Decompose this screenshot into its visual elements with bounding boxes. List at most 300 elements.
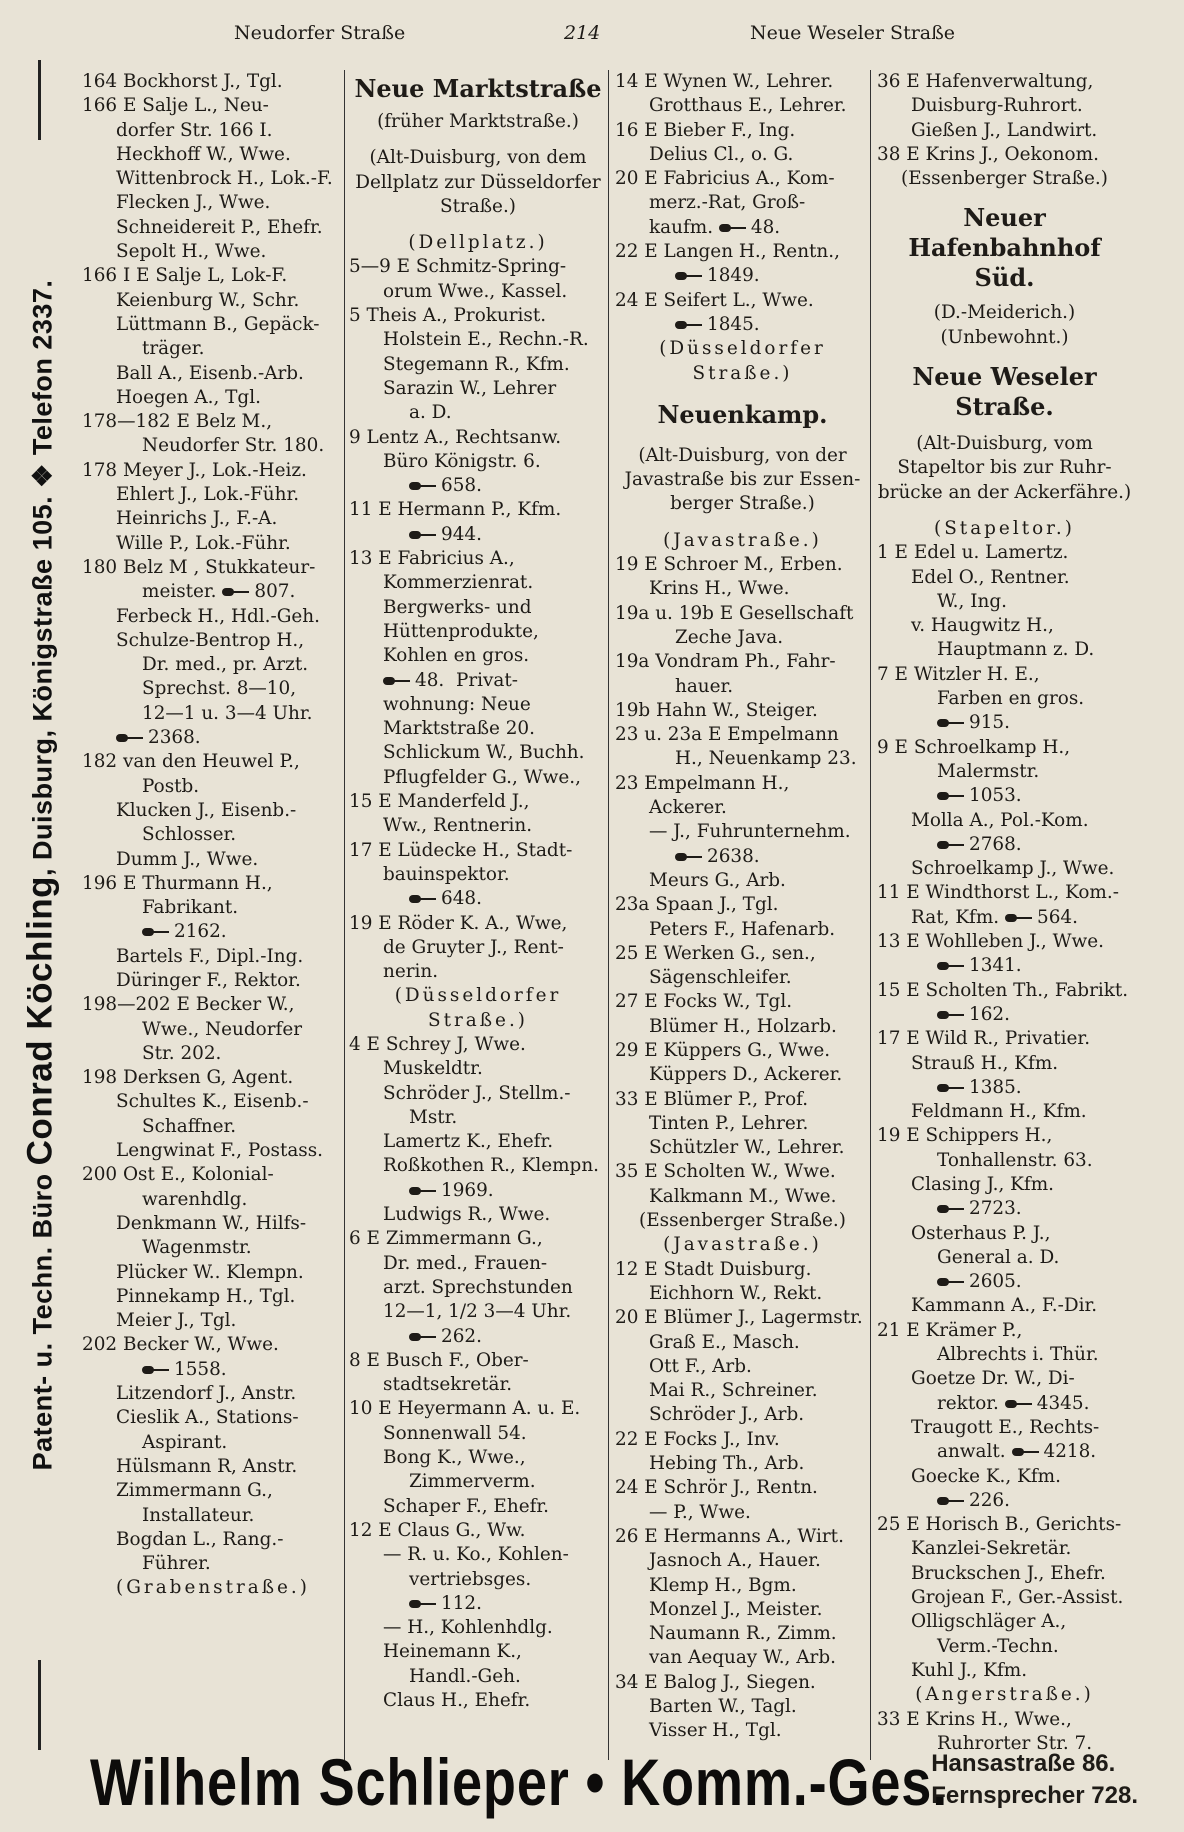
phone-number: 4218. xyxy=(1043,1441,1097,1463)
entry: 200 Ost E., Kolonial- xyxy=(82,1164,274,1186)
entry: Traugott E., Rechts- xyxy=(911,1416,1100,1438)
entry: 180 Belz M , Stukkateur- xyxy=(82,556,316,578)
entry: Duisburg-Ruhrort. xyxy=(911,95,1083,117)
section-note: (D.-Meiderich.) xyxy=(933,302,1076,324)
phone-number: 162. xyxy=(969,1003,1010,1025)
side-ad-prefix: Patent- u. Techn. Büro xyxy=(27,1165,58,1471)
entry: Sonnenwall 54. xyxy=(383,1422,527,1444)
entry: Sprechst. 8—10, xyxy=(142,678,297,700)
phone-key-icon xyxy=(409,531,437,539)
entry: Schützler W., Lehrer. xyxy=(649,1137,845,1159)
entry: Bong K., Wwe., xyxy=(383,1447,526,1469)
entry: Plücker W.. Klempn. xyxy=(116,1261,304,1283)
entry: Ott F., Arb. xyxy=(649,1355,752,1377)
entry: Edel O., Rentner. xyxy=(911,566,1070,588)
phone-number: 112. xyxy=(441,1592,482,1614)
phone-key-icon xyxy=(1005,914,1033,922)
entry: 23 u. 23a E Empelmann xyxy=(615,724,839,746)
entry: — P., Wwe. xyxy=(649,1501,751,1523)
entry: Graß E., Masch. xyxy=(649,1331,800,1353)
entry xyxy=(349,1592,607,1616)
phone-number: 262. xyxy=(441,1325,482,1347)
entry: Ferbeck H., Hdl.-Geh. xyxy=(116,605,320,627)
entry: Ww., Rentnerin. xyxy=(383,815,533,837)
entry: Lüttmann B., Gepäck- xyxy=(116,313,320,335)
phone-number: 807. xyxy=(254,581,296,603)
entry: Kalkmann M., Wwe. xyxy=(649,1185,837,1207)
section-subheading: Straße.) xyxy=(692,362,793,384)
entry: hauer. xyxy=(675,675,734,697)
entry: Kammann A., F.-Dir. xyxy=(911,1295,1098,1317)
column-1 xyxy=(80,70,344,1760)
phone-number: 1341. xyxy=(969,955,1022,977)
phone-number: 915. xyxy=(969,712,1010,734)
entry: Wagenmstr. xyxy=(142,1237,252,1259)
entry: 4 E Schrey J, Wwe. xyxy=(349,1033,526,1055)
entry: 33 E Krins H., Wwe., xyxy=(877,1708,1072,1730)
entry xyxy=(349,523,607,547)
phone-key-icon xyxy=(409,1187,437,1195)
phone-number: 2162. xyxy=(174,921,227,943)
entry: Flecken J., Wwe. xyxy=(116,192,271,214)
column-4 xyxy=(870,70,1132,1760)
entry: bauinspektor. xyxy=(383,863,510,885)
entry xyxy=(349,1179,607,1203)
entry: Pinnekamp H., Tgl. xyxy=(116,1285,296,1307)
entry: 12 E Claus G., Ww. xyxy=(349,1519,526,1541)
entry: Hebing Th., Arb. xyxy=(649,1453,805,1475)
entry: 19 E Schroer M., Erben. xyxy=(615,554,843,576)
entry: 17 E Wild R., Privatier. xyxy=(877,1028,1091,1050)
entry: Installateur. xyxy=(142,1504,255,1526)
entry: 35 E Scholten W., Wwe. xyxy=(615,1161,836,1183)
entry: 164 Bockhorst J., Tgl. xyxy=(82,71,283,92)
entry: Jasnoch A., Hauer. xyxy=(649,1550,821,1572)
phone-number: 564. xyxy=(1037,906,1078,928)
section-note: Straße.) xyxy=(440,195,516,217)
entry: 1 E Edel u. Lamertz. xyxy=(877,542,1069,564)
entry: 15 E Manderfeld J., xyxy=(349,791,530,813)
entry: 178—182 E Belz M., xyxy=(82,411,273,433)
entry: 13 E Fabricius A., xyxy=(349,548,515,570)
phone-key-icon xyxy=(409,895,437,903)
entry: 23 Empelmann H., Ackerer. xyxy=(615,772,790,819)
entry: Tonhallenstr. 63. xyxy=(937,1149,1093,1171)
entry: Tinten P., Lehrer. xyxy=(649,1112,809,1134)
entry: Ball A., Eisenb.-Arb. xyxy=(116,362,304,384)
entry: vertriebsges. xyxy=(409,1568,532,1590)
entry xyxy=(349,669,607,693)
phone-key-icon xyxy=(1012,1448,1040,1456)
entry: Mai R., Schreiner. xyxy=(649,1380,818,1402)
phone-key-icon xyxy=(675,321,703,329)
entry xyxy=(349,474,607,498)
entry: Postb. xyxy=(142,775,200,797)
phone-key-icon xyxy=(142,928,170,936)
phone-key-icon xyxy=(937,1011,965,1019)
section-note: (Unbewohnt.) xyxy=(940,326,1069,348)
entry: Ehlert J., Lok.-Führ. xyxy=(116,484,300,506)
entry: 12 E Stadt Duisburg. xyxy=(615,1258,812,1280)
entry: de Gruyter J., Rent- xyxy=(383,936,564,958)
entry: Küppers D., Ackerer. xyxy=(649,1064,843,1086)
entry: Zeche Java. xyxy=(675,626,784,648)
entry: Schaffner. xyxy=(142,1115,237,1137)
section-subheading: (Stapeltor.) xyxy=(934,517,1075,539)
entry: Heinemann K., xyxy=(383,1641,522,1663)
entry: Kommerzienrat. xyxy=(383,572,534,594)
entry: — R. u. Ko., Kohlen- xyxy=(383,1544,569,1566)
section-note: (Alt-Duisburg, von der xyxy=(638,444,847,466)
entry: Schlickum W., Buchh. xyxy=(383,742,585,764)
phone-key-icon xyxy=(116,734,144,742)
entry: Molla A., Pol.-Kom. xyxy=(911,809,1089,831)
entry: Heinrichs J., F.-A. xyxy=(116,508,278,530)
entry: Goecke K., Kfm. xyxy=(911,1465,1061,1487)
entry: Meier J., Tgl. xyxy=(116,1310,237,1332)
entry: 36 E Hafenverwaltung, xyxy=(877,71,1094,92)
phone-key-icon xyxy=(409,1600,437,1608)
phone-key-icon xyxy=(719,224,747,232)
entry xyxy=(615,313,870,337)
entry: Kuhl J., Kfm. xyxy=(911,1659,1028,1681)
entry: 27 E Focks W., Tgl. xyxy=(615,991,793,1013)
entry: 5 Theis A., Prokurist. xyxy=(349,305,547,327)
page-header xyxy=(234,22,964,52)
entry: Ludwigs R., Wwe. xyxy=(383,1204,551,1226)
section-subheading: Straße.) xyxy=(428,1009,528,1031)
entry: 22 E Langen H., Rentn., xyxy=(615,241,840,263)
entry xyxy=(877,1392,1132,1416)
entry: 5—9 E Schmitz-Spring- xyxy=(349,256,567,278)
entry: Holstein E., Rechn.-R. xyxy=(383,329,589,351)
entry: W., Ing. xyxy=(937,590,1007,612)
entry: Zimmermann G., xyxy=(116,1480,273,1502)
entry: 25 E Horisch B., Gerichts- xyxy=(877,1514,1122,1536)
section-subheading: (Düsseldorfer xyxy=(394,985,562,1007)
street-heading: Neuenkamp. xyxy=(657,399,828,429)
footer-street: Hansastraße 86. xyxy=(931,1750,1116,1777)
entry: 19a u. 19b E Gesellschaft xyxy=(615,602,854,624)
entry: Feldmann H., Kfm. xyxy=(911,1101,1087,1123)
section-subheading: (Essenberger Straße.) xyxy=(901,168,1108,190)
entry: 11 E Hermann P., Kfm. xyxy=(349,499,562,521)
side-ad-rest: , Duisburg, Königstraße 105. ❖ Telefon 2337. xyxy=(27,279,58,876)
entry: 23a Spaan J., Tgl. xyxy=(615,894,779,916)
entry: Marktstraße 20. xyxy=(383,718,535,740)
entry: Olligschläger A., xyxy=(911,1611,1067,1633)
entry: 13 E Wohlleben J., Wwe. xyxy=(877,931,1104,953)
entry: Mstr. xyxy=(409,1106,458,1128)
entry: Claus H., Ehefr. xyxy=(383,1690,531,1711)
phone-number: 1053. xyxy=(969,785,1022,807)
entry: 26 E Hermanns A., Wirt. xyxy=(615,1525,844,1547)
phone-number: 1845. xyxy=(707,313,760,335)
entry: 7 E Witzler H. E., xyxy=(877,663,1040,685)
phone-key-icon xyxy=(383,677,411,685)
entry: Bogdan L., Rang.- xyxy=(116,1528,284,1550)
phone-key-icon xyxy=(409,1333,437,1341)
page-number: 214 xyxy=(564,22,601,44)
entry: 20 E Fabricius A., Kom- xyxy=(615,168,835,190)
entry: 20 E Blümer J., Lagermstr. xyxy=(615,1307,863,1329)
entry: orum Wwe., Kassel. xyxy=(383,280,568,302)
column-3 xyxy=(608,70,870,1760)
phone-number: 2768. xyxy=(969,833,1022,855)
entry: Muskeldtr. xyxy=(383,1058,483,1080)
entry: Ruhrorter Str. 7. xyxy=(937,1732,1093,1754)
phone-key-icon xyxy=(937,962,965,970)
entry: 12—1, 1/2 3—4 Uhr. xyxy=(383,1301,572,1323)
entry xyxy=(82,726,344,750)
entry: 14 E Wynen W., Lehrer. xyxy=(615,71,834,92)
entry xyxy=(877,954,1132,978)
entry: Farben en gros. xyxy=(937,688,1085,710)
entry: Verm.-Techn. xyxy=(937,1635,1059,1657)
entry: Bruckschen J., Ehefr. xyxy=(911,1562,1106,1584)
entry: Osterhaus P. J., xyxy=(911,1222,1051,1244)
section-subheading: (Düsseldorfer xyxy=(659,338,826,360)
entry-text: Privat- xyxy=(455,669,518,691)
phone-key-icon xyxy=(937,1497,965,1505)
entry: 178 Meyer J., Lok.-Heiz. xyxy=(82,459,307,481)
entry: Strauß H., Kfm. xyxy=(911,1052,1059,1074)
entry: General a. D. xyxy=(937,1246,1060,1268)
entry: 38 E Krins J., Oekonom. xyxy=(877,143,1099,165)
entry: Neudorfer Str. 180. xyxy=(142,435,325,457)
section-subheading: (Javastraße.) xyxy=(663,1234,822,1256)
entry xyxy=(877,1003,1132,1027)
entry: Eichhorn W., Rekt. xyxy=(649,1282,823,1304)
entry: Schlosser. xyxy=(142,824,237,846)
entry: v. Haugwitz H., xyxy=(911,615,1054,637)
entry: Malermstr. xyxy=(937,760,1040,782)
entry: Schneidereit P., Ehefr. xyxy=(116,216,323,238)
entry xyxy=(877,1489,1132,1513)
entry xyxy=(877,784,1132,808)
entry: Barten W., Tagl. xyxy=(649,1696,797,1717)
entry: Heckhoff W., Wwe. xyxy=(116,143,291,165)
entry: 33 E Blümer P., Prof. xyxy=(615,1088,809,1110)
entry: Schulze-Bentrop H., xyxy=(116,629,305,651)
entry: Schultes K., Eisenb.- xyxy=(116,1091,309,1113)
entry xyxy=(82,1358,344,1382)
footer-advertisement xyxy=(90,1742,1150,1822)
entry: 196 E Thurmann H., xyxy=(82,872,273,894)
entry: 34 E Balog J., Siegen. xyxy=(615,1671,816,1693)
phone-number: 2368. xyxy=(148,727,201,749)
entry: wohnung: Neue xyxy=(383,693,531,715)
entry: Schröder J., Arb. xyxy=(649,1404,805,1426)
entry: Meurs G., Arb. xyxy=(649,869,786,891)
street-heading: Süd. xyxy=(974,263,1035,293)
entry: Grotthaus E., Lehrer. xyxy=(649,95,847,117)
section-note: brücke an der Ackerfähre.) xyxy=(877,481,1132,503)
entry: 25 E Werken G., sen., xyxy=(615,942,816,964)
entry: 198 Derksen G, Agent. xyxy=(82,1067,294,1089)
entry: 11 E Windthorst L., Kom.- xyxy=(877,882,1119,904)
entry xyxy=(615,845,870,869)
phone-key-icon xyxy=(1005,1400,1033,1408)
section-subheading: (Dellplatz.) xyxy=(408,232,548,254)
entry: Kohlen en gros. xyxy=(383,645,530,667)
entry: 15 E Scholten Th., Fabrikt. xyxy=(877,979,1129,1001)
street-heading: Neuer Hafenbahnhof xyxy=(908,203,1101,263)
phone-key-icon xyxy=(142,1366,170,1374)
phone-number: 1385. xyxy=(969,1076,1022,1098)
entry: Lamertz K., Ehefr. xyxy=(383,1131,554,1153)
entry xyxy=(877,1440,1132,1464)
entry: 22 E Focks J., Inv. xyxy=(615,1428,780,1450)
entry: Grojean F., Ger.-Assist. xyxy=(911,1587,1124,1609)
footer-phone: Fernsprecher 728. xyxy=(931,1782,1138,1809)
entry: Sägenschleifer. xyxy=(649,967,792,989)
entry xyxy=(877,1076,1132,1100)
phone-number: 944. xyxy=(441,523,482,545)
phone-number: 2723. xyxy=(969,1198,1022,1220)
entry: Naumann R., Zimm. xyxy=(649,1623,837,1645)
entry: Gießen J., Landwirt. xyxy=(911,119,1098,141)
entry: Hauptmann z. D. xyxy=(937,639,1095,661)
entry: Dr. med., Frauen- xyxy=(383,1252,548,1274)
entry: Dr. med., pr. Arzt. xyxy=(142,654,309,676)
entry: Handl.-Geh. xyxy=(409,1665,521,1687)
entry: merz.-Rat, Groß- xyxy=(649,192,806,214)
entry: — J., Fuhrunternehm. xyxy=(649,821,851,843)
section-note: (früher Marktstraße.) xyxy=(377,111,579,132)
entry: Dumm J., Wwe. xyxy=(116,848,259,870)
entry xyxy=(877,833,1132,857)
section-note: Dellplatz zur Düsseldorfer xyxy=(355,171,601,193)
entry: 198—202 E Becker W., xyxy=(82,994,295,1016)
entry: Sepolt H., Wwe. xyxy=(116,241,267,263)
phone-number: 48. xyxy=(750,216,781,238)
entry: träger. xyxy=(142,338,205,360)
phone-number: 1558. xyxy=(174,1358,227,1380)
entry: Bergwerks- und xyxy=(383,596,532,618)
section-subheading: (Grabenstraße.) xyxy=(116,1577,310,1599)
entry: 10 E Heyermann A. u. E. xyxy=(349,1398,581,1420)
entry: Führer. xyxy=(142,1553,211,1575)
entry: Schaper F., Ehefr. xyxy=(383,1495,550,1517)
entry xyxy=(82,580,344,604)
section-note: berger Straße.) xyxy=(670,493,815,515)
phone-key-icon xyxy=(937,792,965,800)
entry: Schröder J., Stellm.- xyxy=(383,1082,571,1104)
entry: Bartels F., Dipl.-Ing. xyxy=(116,945,304,967)
entry: Roßkothen R., Klempn. xyxy=(383,1155,600,1177)
entry: Hülsmann R, Anstr. xyxy=(116,1455,298,1477)
entry: 24 E Schrör J., Rentn. xyxy=(615,1477,818,1499)
entry: 29 E Küppers G., Wwe. xyxy=(615,1039,831,1061)
header-left: Neudorfer Straße xyxy=(234,22,406,44)
entry-text: anwalt. xyxy=(937,1441,1006,1463)
columns xyxy=(80,70,1132,1760)
entry: 21 E Krämer P., xyxy=(877,1319,1023,1341)
entry xyxy=(877,1270,1132,1294)
phone-number: 2605. xyxy=(969,1271,1022,1293)
entry xyxy=(615,264,870,288)
entry: Albrechts i. Thür. xyxy=(937,1344,1099,1366)
entry-text: Rat, Kfm. xyxy=(911,906,1000,928)
street-heading: Neue Weseler Straße. xyxy=(912,362,1097,422)
side-advertisement xyxy=(0,30,80,1720)
entry xyxy=(82,920,344,944)
phone-key-icon xyxy=(222,588,250,596)
entry: nerin. xyxy=(383,961,439,983)
phone-key-icon xyxy=(937,719,965,727)
entry: 166 E Salje L., Neu- xyxy=(82,95,269,117)
entry: Aspirant. xyxy=(142,1431,228,1453)
phone-number: 1969. xyxy=(441,1179,494,1201)
entry: Krins H., Wwe. xyxy=(649,578,790,600)
entry: 19 E Röder K. A., Wwe, xyxy=(349,912,568,934)
entry: warenhdlg. xyxy=(142,1188,248,1210)
entry: van Aequay W., Arb. xyxy=(649,1647,836,1669)
section-note: Stapeltor bis zur Ruhr- xyxy=(897,457,1112,479)
entry: dorfer Str. 166 I. xyxy=(116,119,273,141)
entry xyxy=(877,906,1132,930)
column-2 xyxy=(344,70,607,1760)
entry xyxy=(349,887,607,911)
header-right: Neue Weseler Straße xyxy=(750,22,956,44)
phone-number: 658. xyxy=(441,475,482,497)
entry: Keienburg W., Schr. xyxy=(116,289,300,311)
entry: Wwe., Neudorfer xyxy=(142,1018,303,1040)
entry: Hüttenprodukte, xyxy=(383,620,539,642)
entry: Fabrikant. xyxy=(142,897,239,919)
entry xyxy=(615,216,870,240)
entry: Visser H., Tgl. xyxy=(649,1720,782,1742)
entry: Wille P., Lok.-Führ. xyxy=(116,532,291,554)
phone-key-icon xyxy=(675,272,703,280)
entry: Cieslik A., Stations- xyxy=(116,1407,299,1429)
entry: Düringer F., Rektor. xyxy=(116,969,301,991)
entry: Kanzlei-Sekretär. xyxy=(911,1538,1072,1560)
entry: 19b Hahn W., Steiger. xyxy=(615,699,818,721)
section-note: (Alt-Duisburg, vom xyxy=(916,433,1093,455)
phone-key-icon xyxy=(937,1205,965,1213)
entry: Sarazin W., Lehrer xyxy=(383,377,557,399)
phone-number: 226. xyxy=(969,1489,1010,1511)
section-subheading: (Essenberger Straße.) xyxy=(639,1210,846,1232)
entry: 9 E Schroelkamp H., xyxy=(877,736,1071,758)
phone-number: 48. xyxy=(415,669,445,691)
footer-brand: Wilhelm Schlieper • Komm.-Ges. xyxy=(90,1745,949,1819)
entry: Str. 202. xyxy=(142,1042,222,1064)
entry: Pflugfelder G., Wwe., xyxy=(383,766,581,788)
entry: 19a Vondram Ph., Fahr- xyxy=(615,651,836,673)
entry: Stegemann R., Kfm. xyxy=(383,353,570,375)
entry: 17 E Lüdecke H., Stadt- xyxy=(349,839,573,861)
entry: 6 E Zimmermann G., xyxy=(349,1228,543,1250)
entry: Hoegen A., Tgl. xyxy=(116,386,261,408)
entry-text: kaufm. xyxy=(649,216,714,238)
entry: 19 E Schippers H., xyxy=(877,1125,1053,1147)
phone-key-icon xyxy=(937,1278,965,1286)
street-heading: Neue Marktstraße xyxy=(354,74,602,103)
entry: 9 Lentz A., Rechtsanw. xyxy=(349,426,562,448)
phone-number: 4345. xyxy=(1036,1392,1090,1414)
entry: a. D. xyxy=(409,402,452,424)
side-ad-name: Conrad Köchling xyxy=(20,875,60,1166)
phone-key-icon xyxy=(409,482,437,490)
phone-key-icon xyxy=(675,853,703,861)
entry: 24 E Seifert L., Wwe. xyxy=(615,289,814,311)
phone-key-icon xyxy=(937,841,965,849)
entry: 182 van den Heuwel P., xyxy=(82,751,300,773)
entry: Klucken J., Eisenb.- xyxy=(116,799,297,821)
